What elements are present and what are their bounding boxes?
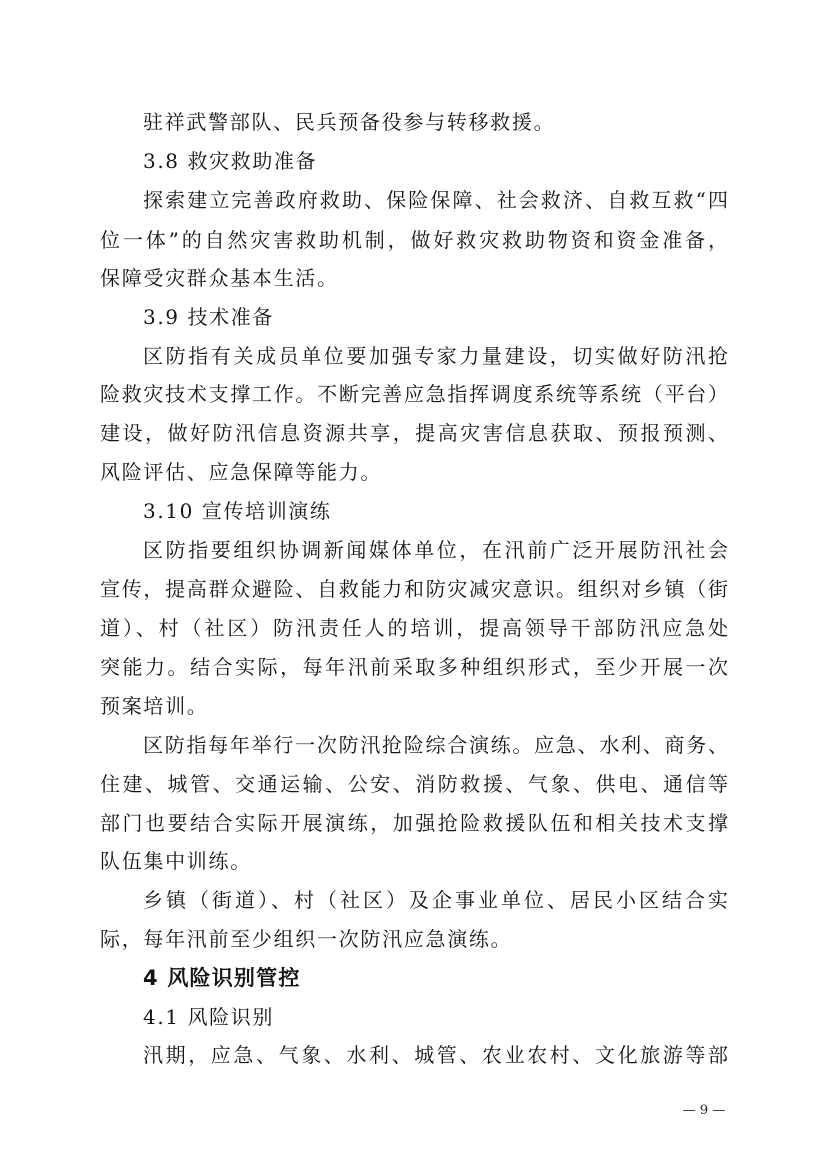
- section-heading-3-8: 3.8 救灾救助准备: [143, 149, 318, 173]
- text-line: 区防指每年举行一次防汛抢险综合演练。应急、水利、商务、: [143, 733, 728, 757]
- text-line: 预案培训。: [100, 694, 209, 718]
- page-number: — 9 —: [682, 1103, 726, 1118]
- chapter-heading-4: 4 风险识别管控: [143, 966, 301, 990]
- text-line: 建设，做好防汛信息资源共享，提高灾害信息获取、预报预测、: [100, 421, 728, 445]
- text-line: 宣传，提高群众避险、自救能力和防灾减灾意识。组织对乡镇（街: [100, 577, 728, 601]
- text-line: 探索建立完善政府救助、保险保障、社会救济、自救互救“四: [143, 188, 728, 212]
- text-line: 风险评估、应急保障等能力。: [100, 460, 383, 484]
- text-line: 位一体”的自然灾害救助机制，做好救灾救助物资和资金准备，: [100, 228, 728, 252]
- text-line: 际，每年汛前至少组织一次防汛应急演练。: [100, 927, 513, 951]
- text-line: 队伍集中训练。: [100, 849, 252, 873]
- text-line: 区防指要组织协调新闻媒体单位，在汛前广泛开展防汛社会: [143, 538, 728, 562]
- text-line: 险救灾技术支撑工作。不断完善应急指挥调度系统等系统（平台）: [100, 382, 728, 406]
- text-line: 部门也要结合实际开展演练，加强抢险救援队伍和相关技术支撑: [100, 811, 728, 835]
- text-line: 突能力。结合实际，每年汛前采取多种组织形式，至少开展一次: [100, 655, 728, 679]
- text-line: 汛期，应急、气象、水利、城管、农业农村、文化旅游等部: [143, 1043, 728, 1067]
- text-line: 区防指有关成员单位要加强专家力量建设，切实做好防汛抢: [143, 344, 728, 368]
- text-line: 道）、村（社区）防汛责任人的培训，提高领导干部防汛应急处: [100, 616, 728, 640]
- text-line: 住建、城管、交通运输、公安、消防救援、气象、供电、通信等: [100, 772, 728, 796]
- text-line: 保障受灾群众基本生活。: [100, 266, 339, 290]
- section-heading-3-9: 3.9 技术准备: [143, 305, 274, 329]
- section-heading-3-10: 3.10 宣传培训演练: [143, 499, 332, 523]
- text-line: 乡镇（街道）、村（社区）及企事业单位、居民小区结合实: [143, 888, 728, 912]
- text-line: 驻祥武警部队、民兵预备役参与转移救援。: [143, 110, 556, 134]
- section-heading-4-1: 4.1 风险识别: [143, 1005, 274, 1029]
